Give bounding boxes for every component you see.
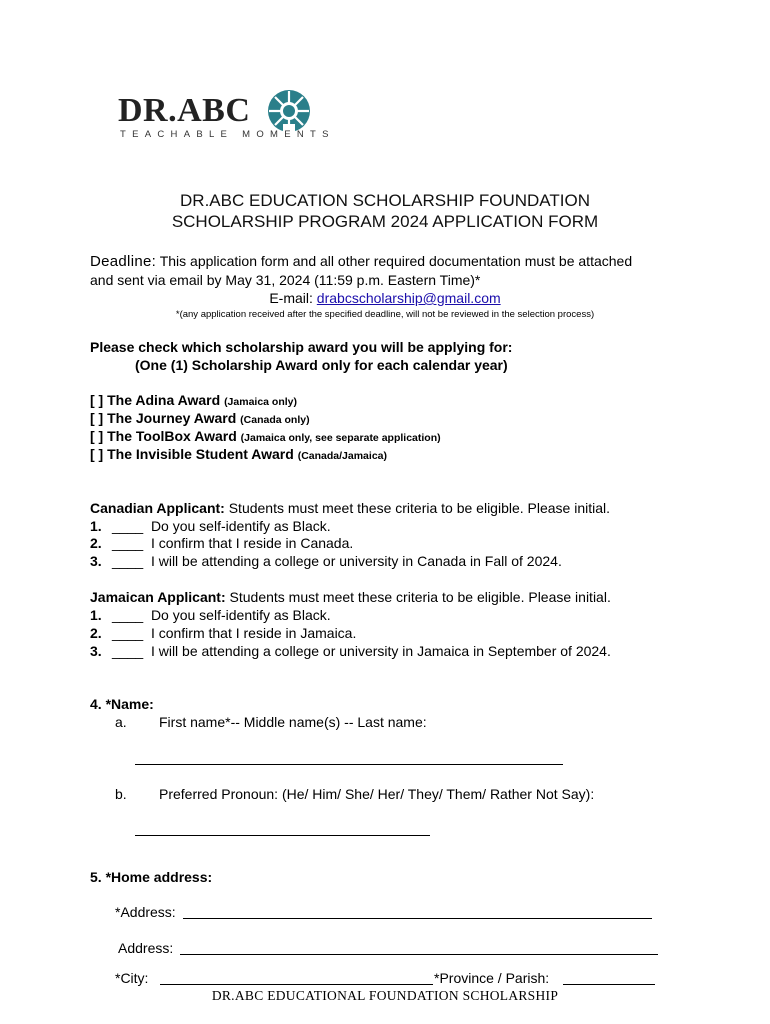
- canadian-intro: Students must meet these criteria to be eligible. Please initial.: [224, 500, 611, 516]
- email-line: [0, 290, 770, 306]
- address2-field[interactable]: [180, 954, 658, 955]
- award-note: (Canada only): [240, 414, 310, 426]
- full-name-field[interactable]: [135, 764, 563, 765]
- name-b-text: Preferred Pronoun: (He/ Him/ She/ Her/ They/ Them/ Rather Not Say):: [159, 786, 595, 802]
- province-field[interactable]: [563, 984, 655, 985]
- jamaican-label: Jamaican Applicant:: [90, 589, 226, 605]
- awards-heading: Please check which scholarship award you will be applying for:: [90, 339, 513, 355]
- name-section-label: 4. *Name:: [90, 696, 154, 712]
- award-checkbox[interactable]: [ ]: [90, 446, 104, 462]
- address-section-label: 5. *Home address:: [90, 869, 213, 885]
- award-name: The Adina Award: [107, 392, 221, 408]
- award-option-invisible-student[interactable]: [90, 446, 387, 462]
- canadian-label: Canadian Applicant:: [90, 500, 225, 516]
- name-a-label: a.: [115, 714, 127, 730]
- criterion-text: Do you self-identify as Black.: [150, 518, 331, 534]
- criterion-number: 1.: [90, 607, 102, 623]
- canadian-criterion-2: [90, 535, 353, 551]
- criterion-text: I confirm that I reside in Jamaica.: [150, 625, 357, 641]
- city-field[interactable]: [160, 984, 433, 985]
- awards-subheading: (One (1) Scholarship Award only for each calendar year): [135, 357, 508, 373]
- award-name: The Invisible Student Award: [107, 446, 294, 462]
- jamaican-applicant-heading: [90, 589, 611, 605]
- criterion-text: Do you self-identify as Black.: [150, 607, 331, 623]
- logo-emblem-icon: [266, 88, 312, 134]
- criterion-number: 3.: [90, 643, 102, 659]
- canadian-criterion-3: [90, 553, 562, 569]
- initial-blank[interactable]: ____: [112, 553, 144, 569]
- award-note: (Canada/Jamaica): [297, 450, 387, 462]
- initial-blank[interactable]: ____: [112, 518, 144, 534]
- name-b-label: b.: [115, 786, 127, 802]
- canadian-criterion-1: [90, 518, 331, 534]
- city-label: *City:: [115, 970, 149, 986]
- address1-field[interactable]: [183, 918, 652, 919]
- pronoun-field[interactable]: [135, 835, 430, 836]
- deadline-line1: [90, 253, 632, 270]
- award-note: (Jamaica only): [224, 396, 298, 408]
- jamaican-criterion-1: [90, 607, 331, 623]
- name-a-text: First name*-- Middle name(s) -- Last name:: [159, 714, 427, 730]
- email-link[interactable]: drabcscholarship@gmail.com: [316, 290, 501, 306]
- initial-blank[interactable]: ____: [112, 535, 144, 551]
- criterion-text: I will be attending a college or university in Canada in Fall of 2024.: [150, 553, 562, 569]
- deadline-text1: This application form and all other required documentation must be attached: [156, 253, 633, 269]
- jamaican-criterion-3: [90, 643, 611, 659]
- award-option-adina[interactable]: [90, 392, 297, 408]
- criterion-text: I confirm that I reside in Canada.: [150, 535, 354, 551]
- jamaican-criterion-2: [90, 625, 356, 641]
- page-footer: DR.ABC EDUCATIONAL FOUNDATION SCHOLARSHIP: [211, 988, 559, 1003]
- initial-blank[interactable]: ____: [112, 625, 144, 641]
- award-note: (Jamaica only, see separate application): [240, 432, 441, 444]
- form-title-line1: DR.ABC EDUCATION SCHOLARSHIP FOUNDATION: [180, 191, 590, 210]
- criterion-number: 1.: [90, 518, 102, 534]
- award-checkbox[interactable]: [ ]: [90, 392, 104, 408]
- deadline-note: *(any application received after the specified deadline, will not be reviewed in the selection process): [175, 309, 595, 320]
- province-label: *Province / Parish:: [434, 970, 550, 986]
- deadline-text2: and sent via email by May 31, 2024 (11:59 p.m. Eastern Time)*: [90, 272, 481, 288]
- form-title-line2: SCHOLARSHIP PROGRAM 2024 APPLICATION FORM: [171, 212, 599, 231]
- criterion-text: I will be attending a college or university in Jamaica in September of 2024.: [150, 643, 611, 659]
- logo-wordmark: DR.ABC: [118, 92, 251, 129]
- address2-label: Address:: [118, 940, 174, 956]
- criterion-number: 2.: [90, 535, 102, 551]
- address1-label: *Address:: [115, 904, 176, 920]
- email-label: E-mail:: [269, 290, 317, 306]
- initial-blank[interactable]: ____: [112, 607, 144, 623]
- award-name: The Journey Award: [107, 410, 237, 426]
- criterion-number: 3.: [90, 553, 102, 569]
- jamaican-intro: Students must meet these criteria to be eligible. Please initial.: [225, 589, 611, 605]
- deadline-label: Deadline:: [90, 253, 157, 270]
- logo-tagline: TEACHABLE MOMENTS: [120, 129, 335, 140]
- criterion-number: 2.: [90, 625, 102, 641]
- award-checkbox[interactable]: [ ]: [90, 428, 104, 444]
- initial-blank[interactable]: ____: [112, 643, 144, 659]
- award-option-toolbox[interactable]: [90, 428, 441, 444]
- award-option-journey[interactable]: [90, 410, 310, 426]
- award-checkbox[interactable]: [ ]: [90, 410, 104, 426]
- canadian-applicant-heading: [90, 500, 610, 516]
- award-name: The ToolBox Award: [107, 428, 237, 444]
